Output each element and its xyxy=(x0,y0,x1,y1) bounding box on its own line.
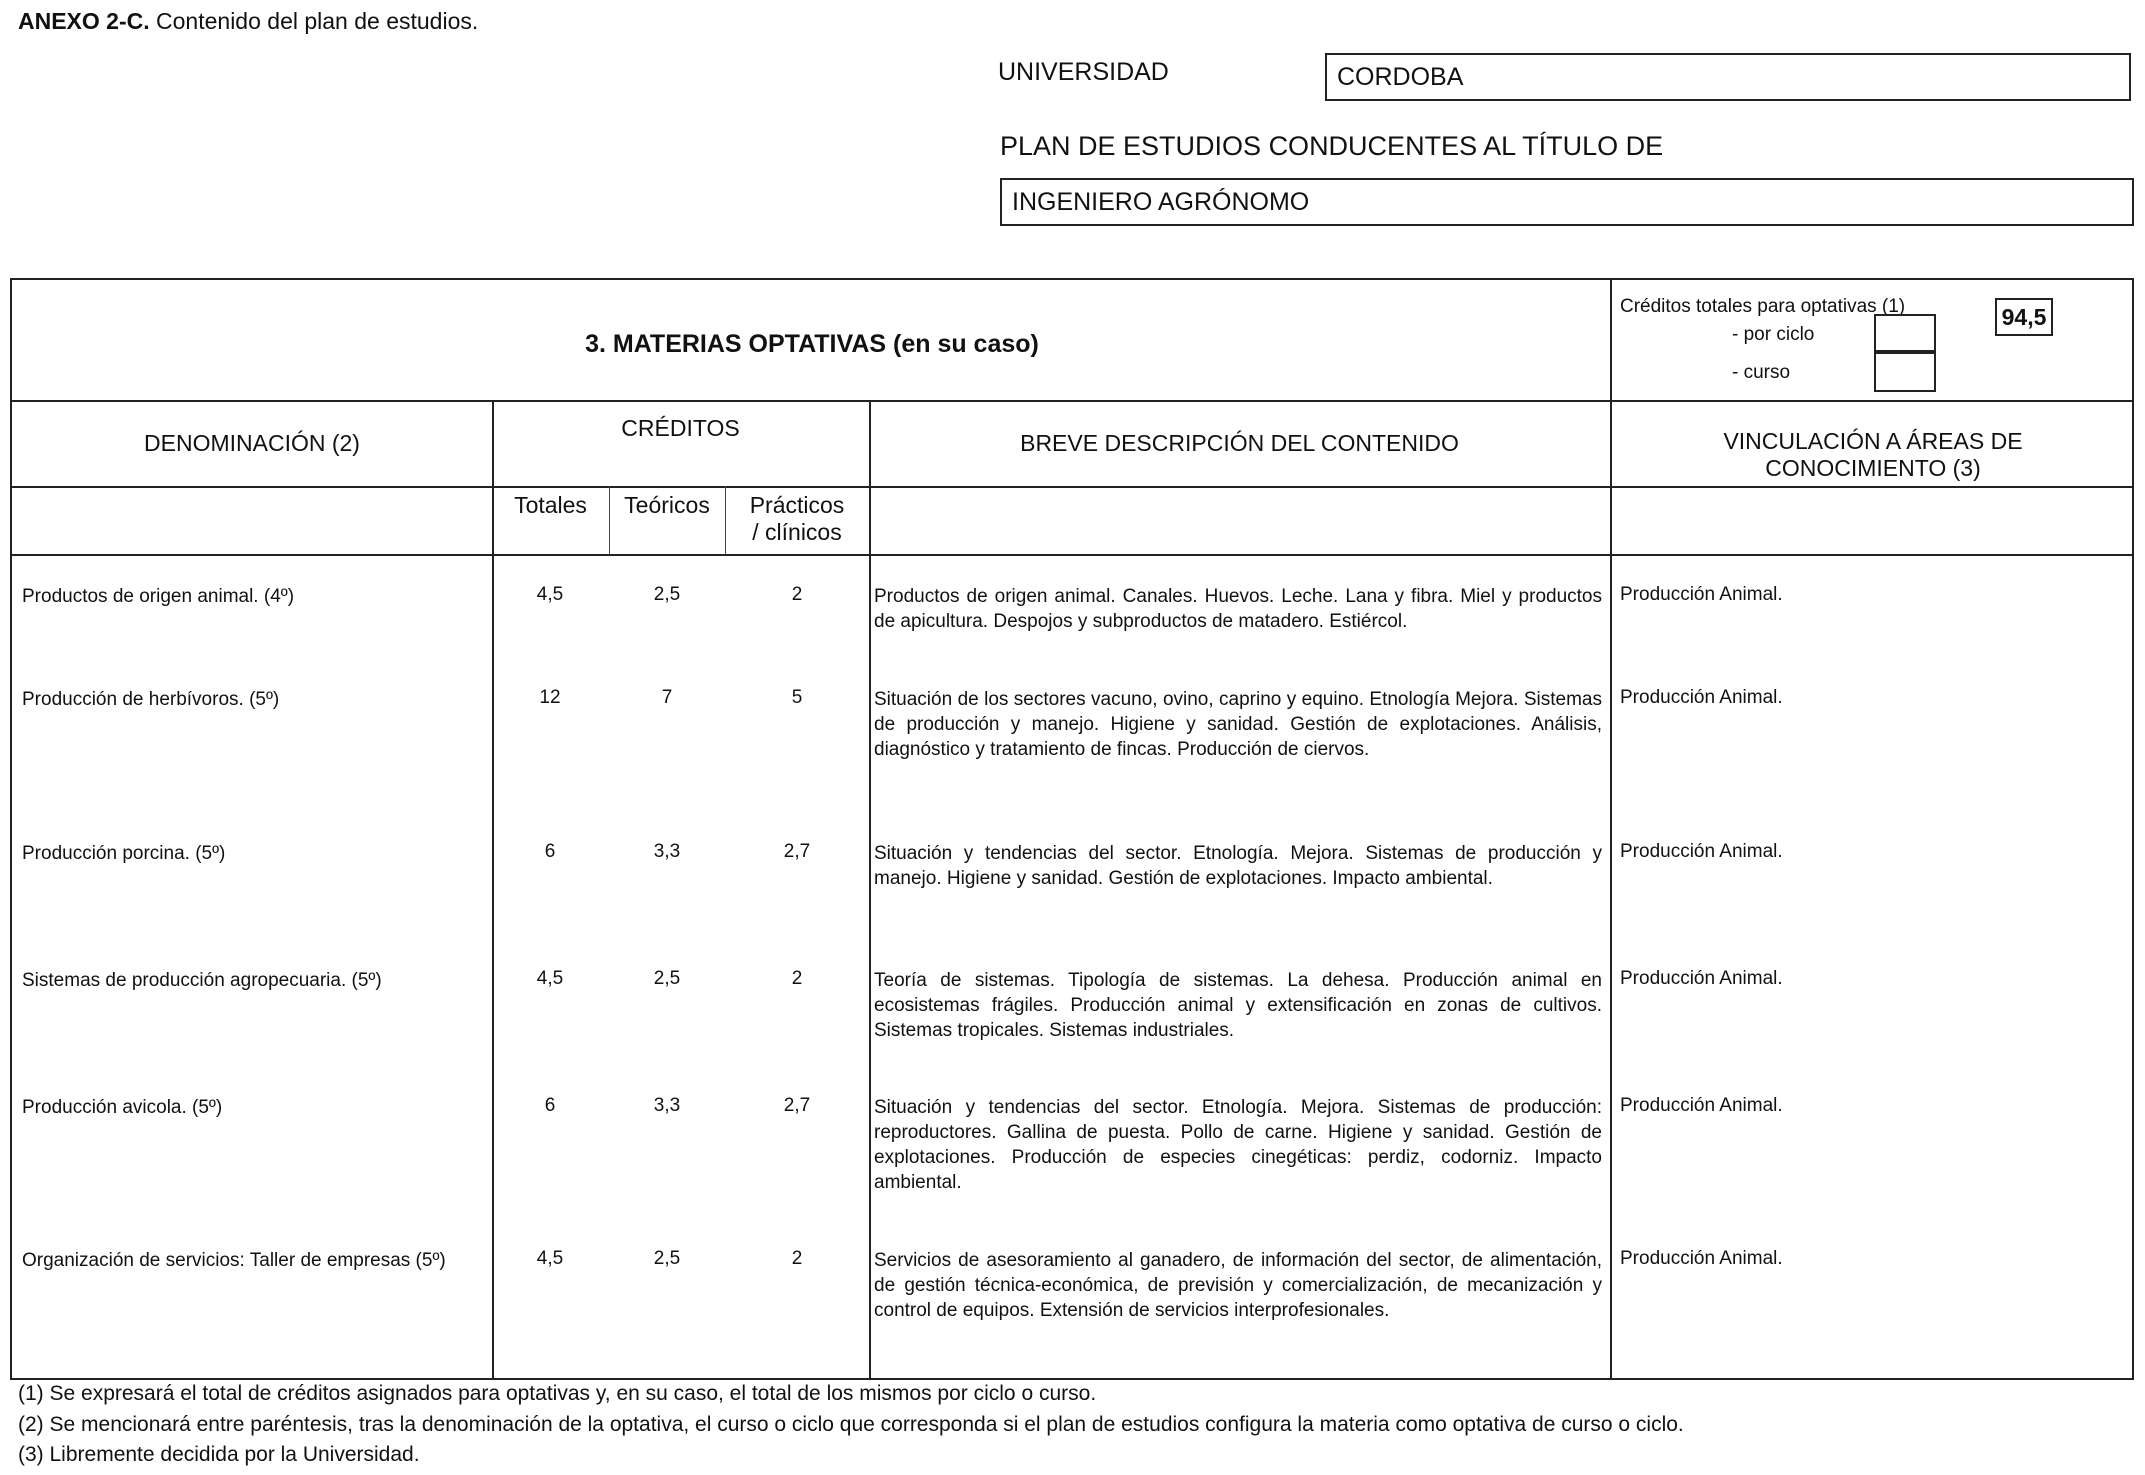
row-theory: 3,3 xyxy=(653,841,681,862)
university-field: CORDOBA xyxy=(1325,53,2131,101)
row-theory: 2,5 xyxy=(653,584,681,605)
row-totals: 6 xyxy=(544,841,556,862)
total-credits-box: 94,5 xyxy=(1995,298,2053,336)
area-label-line1: VINCULACIÓN A ÁREAS DE xyxy=(1723,428,2023,454)
optional-subjects-table xyxy=(10,278,2134,1380)
row-name: Sistemas de producción agropecuaria. (5º) xyxy=(22,970,382,991)
per-cycle-label: - por ciclo xyxy=(1732,324,1815,345)
annex-title xyxy=(18,8,478,35)
annex-subtitle: Contenido del plan de estudios. xyxy=(149,8,479,34)
row-area: Producción Animal. xyxy=(1620,687,1783,708)
row-practice: 2,7 xyxy=(783,1095,811,1116)
row-name: Productos de origen animal. (4º) xyxy=(22,586,295,607)
divider xyxy=(12,554,2132,556)
university-label: UNIVERSIDAD xyxy=(998,58,1169,86)
column-header-area xyxy=(1610,428,2136,482)
footnote-2: (2) Se mencionará entre paréntesis, tras la denominación de la optativa, el curso o ciclo que corresponda si el plan de estudios configura la materia como optativa de curso o ciclo. xyxy=(18,1413,1684,1436)
section-title: 3. MATERIAS OPTATIVAS (en su caso) xyxy=(585,330,1039,358)
row-totals: 4,5 xyxy=(536,1248,564,1269)
divider xyxy=(12,400,2132,402)
footnote-1: (1) Se expresará el total de créditos asignados para optativas y, en su caso, el total de los mismos por ciclo o curso. xyxy=(18,1382,1097,1405)
area-label-line2: CONOCIMIENTO (3) xyxy=(1765,455,1981,481)
row-description: Teoría de sistemas. Tipología de sistemas. La dehesa. Producción animal en ecosistemas frágiles. Producción animal y extensificación en zonas de cultivos. Sistemas tropicales. Sistemas industriales. xyxy=(874,970,1602,1041)
per-course-label: - curso xyxy=(1732,362,1791,383)
row-practice: 2 xyxy=(791,584,803,605)
practice-label-line1: Prácticos xyxy=(749,492,845,518)
per-cycle-box xyxy=(1874,314,1936,352)
footnote-3: (3) Libremente decidida por la Universidad. xyxy=(18,1443,420,1466)
row-area: Producción Animal. xyxy=(1620,1248,1783,1269)
annex-label: ANEXO 2-C. xyxy=(18,8,150,34)
row-name: Organización de servicios: Taller de empresas (5º) xyxy=(22,1250,446,1271)
divider xyxy=(12,486,2132,488)
divider xyxy=(869,400,871,1380)
row-practice: 5 xyxy=(791,687,803,708)
row-description: Situación y tendencias del sector. Etnología. Mejora. Sistemas de producción: reproductores. Gallina de puesta. Pollo de carne. Higiene y sanidad. Gestión de explotaciones. Producción de especies cinegéticas: perdiz, codorniz. Impacto ambiental. xyxy=(874,1097,1602,1193)
column-header-totals: Totales xyxy=(514,492,587,518)
row-description: Situación y tendencias del sector. Etnología. Mejora. Sistemas de producción y manejo. Higiene y sanidad. Gestión de explotaciones. Impacto ambiental. xyxy=(874,843,1602,889)
column-header-name: DENOMINACIÓN (2) xyxy=(144,430,360,456)
divider xyxy=(492,400,494,1380)
row-area: Producción Animal. xyxy=(1620,584,1783,605)
column-header-credits: CRÉDITOS xyxy=(621,415,740,441)
row-description: Servicios de asesoramiento al ganadero, de información del sector, de alimentación, de gestión técnica-económica, de previsión y comercialización, de mecanización y control de equipos. Extensión de servicios interprofesionales. xyxy=(874,1250,1602,1321)
row-theory: 7 xyxy=(661,687,673,708)
row-totals: 4,5 xyxy=(536,968,564,989)
row-description: Situación de los sectores vacuno, ovino, caprino y equino. Etnología Mejora. Sistemas de producción y manejo. Higiene y sanidad. Gestión de explotaciones. Análisis, diagnóstico y tratamiento de fincas. Producción de ciervos. xyxy=(874,689,1602,760)
row-theory: 3,3 xyxy=(653,1095,681,1116)
degree-field: INGENIERO AGRÓNOMO xyxy=(1000,178,2134,226)
per-course-box xyxy=(1874,352,1936,392)
row-area: Producción Animal. xyxy=(1620,968,1783,989)
row-practice: 2,7 xyxy=(783,841,811,862)
row-area: Producción Animal. xyxy=(1620,841,1783,862)
row-name: Producción avicola. (5º) xyxy=(22,1097,223,1118)
column-header-theory: Teóricos xyxy=(624,492,710,518)
row-area: Producción Animal. xyxy=(1620,1095,1783,1116)
column-header-description: BREVE DESCRIPCIÓN DEL CONTENIDO xyxy=(1020,430,1459,456)
row-description: Productos de origen animal. Canales. Huevos. Leche. Lana y fibra. Miel y productos de apicultura. Despojos y subproductos de matadero. Estiércol. xyxy=(874,586,1602,632)
row-totals: 12 xyxy=(539,687,561,708)
row-theory: 2,5 xyxy=(653,1248,681,1269)
row-practice: 2 xyxy=(791,1248,803,1269)
row-totals: 6 xyxy=(544,1095,556,1116)
divider xyxy=(492,486,869,488)
practice-label-line2: / clínicos xyxy=(752,519,842,545)
plan-label: PLAN DE ESTUDIOS CONDUCENTES AL TÍTULO DE xyxy=(1000,131,1664,161)
row-totals: 4,5 xyxy=(536,584,564,605)
row-name: Producción porcina. (5º) xyxy=(22,843,226,864)
column-header-practice xyxy=(725,492,869,546)
optional-credits-label: Créditos totales para optativas (1) xyxy=(1620,296,1906,317)
row-practice: 2 xyxy=(791,968,803,989)
row-theory: 2,5 xyxy=(653,968,681,989)
row-name: Producción de herbívoros. (5º) xyxy=(22,689,280,710)
